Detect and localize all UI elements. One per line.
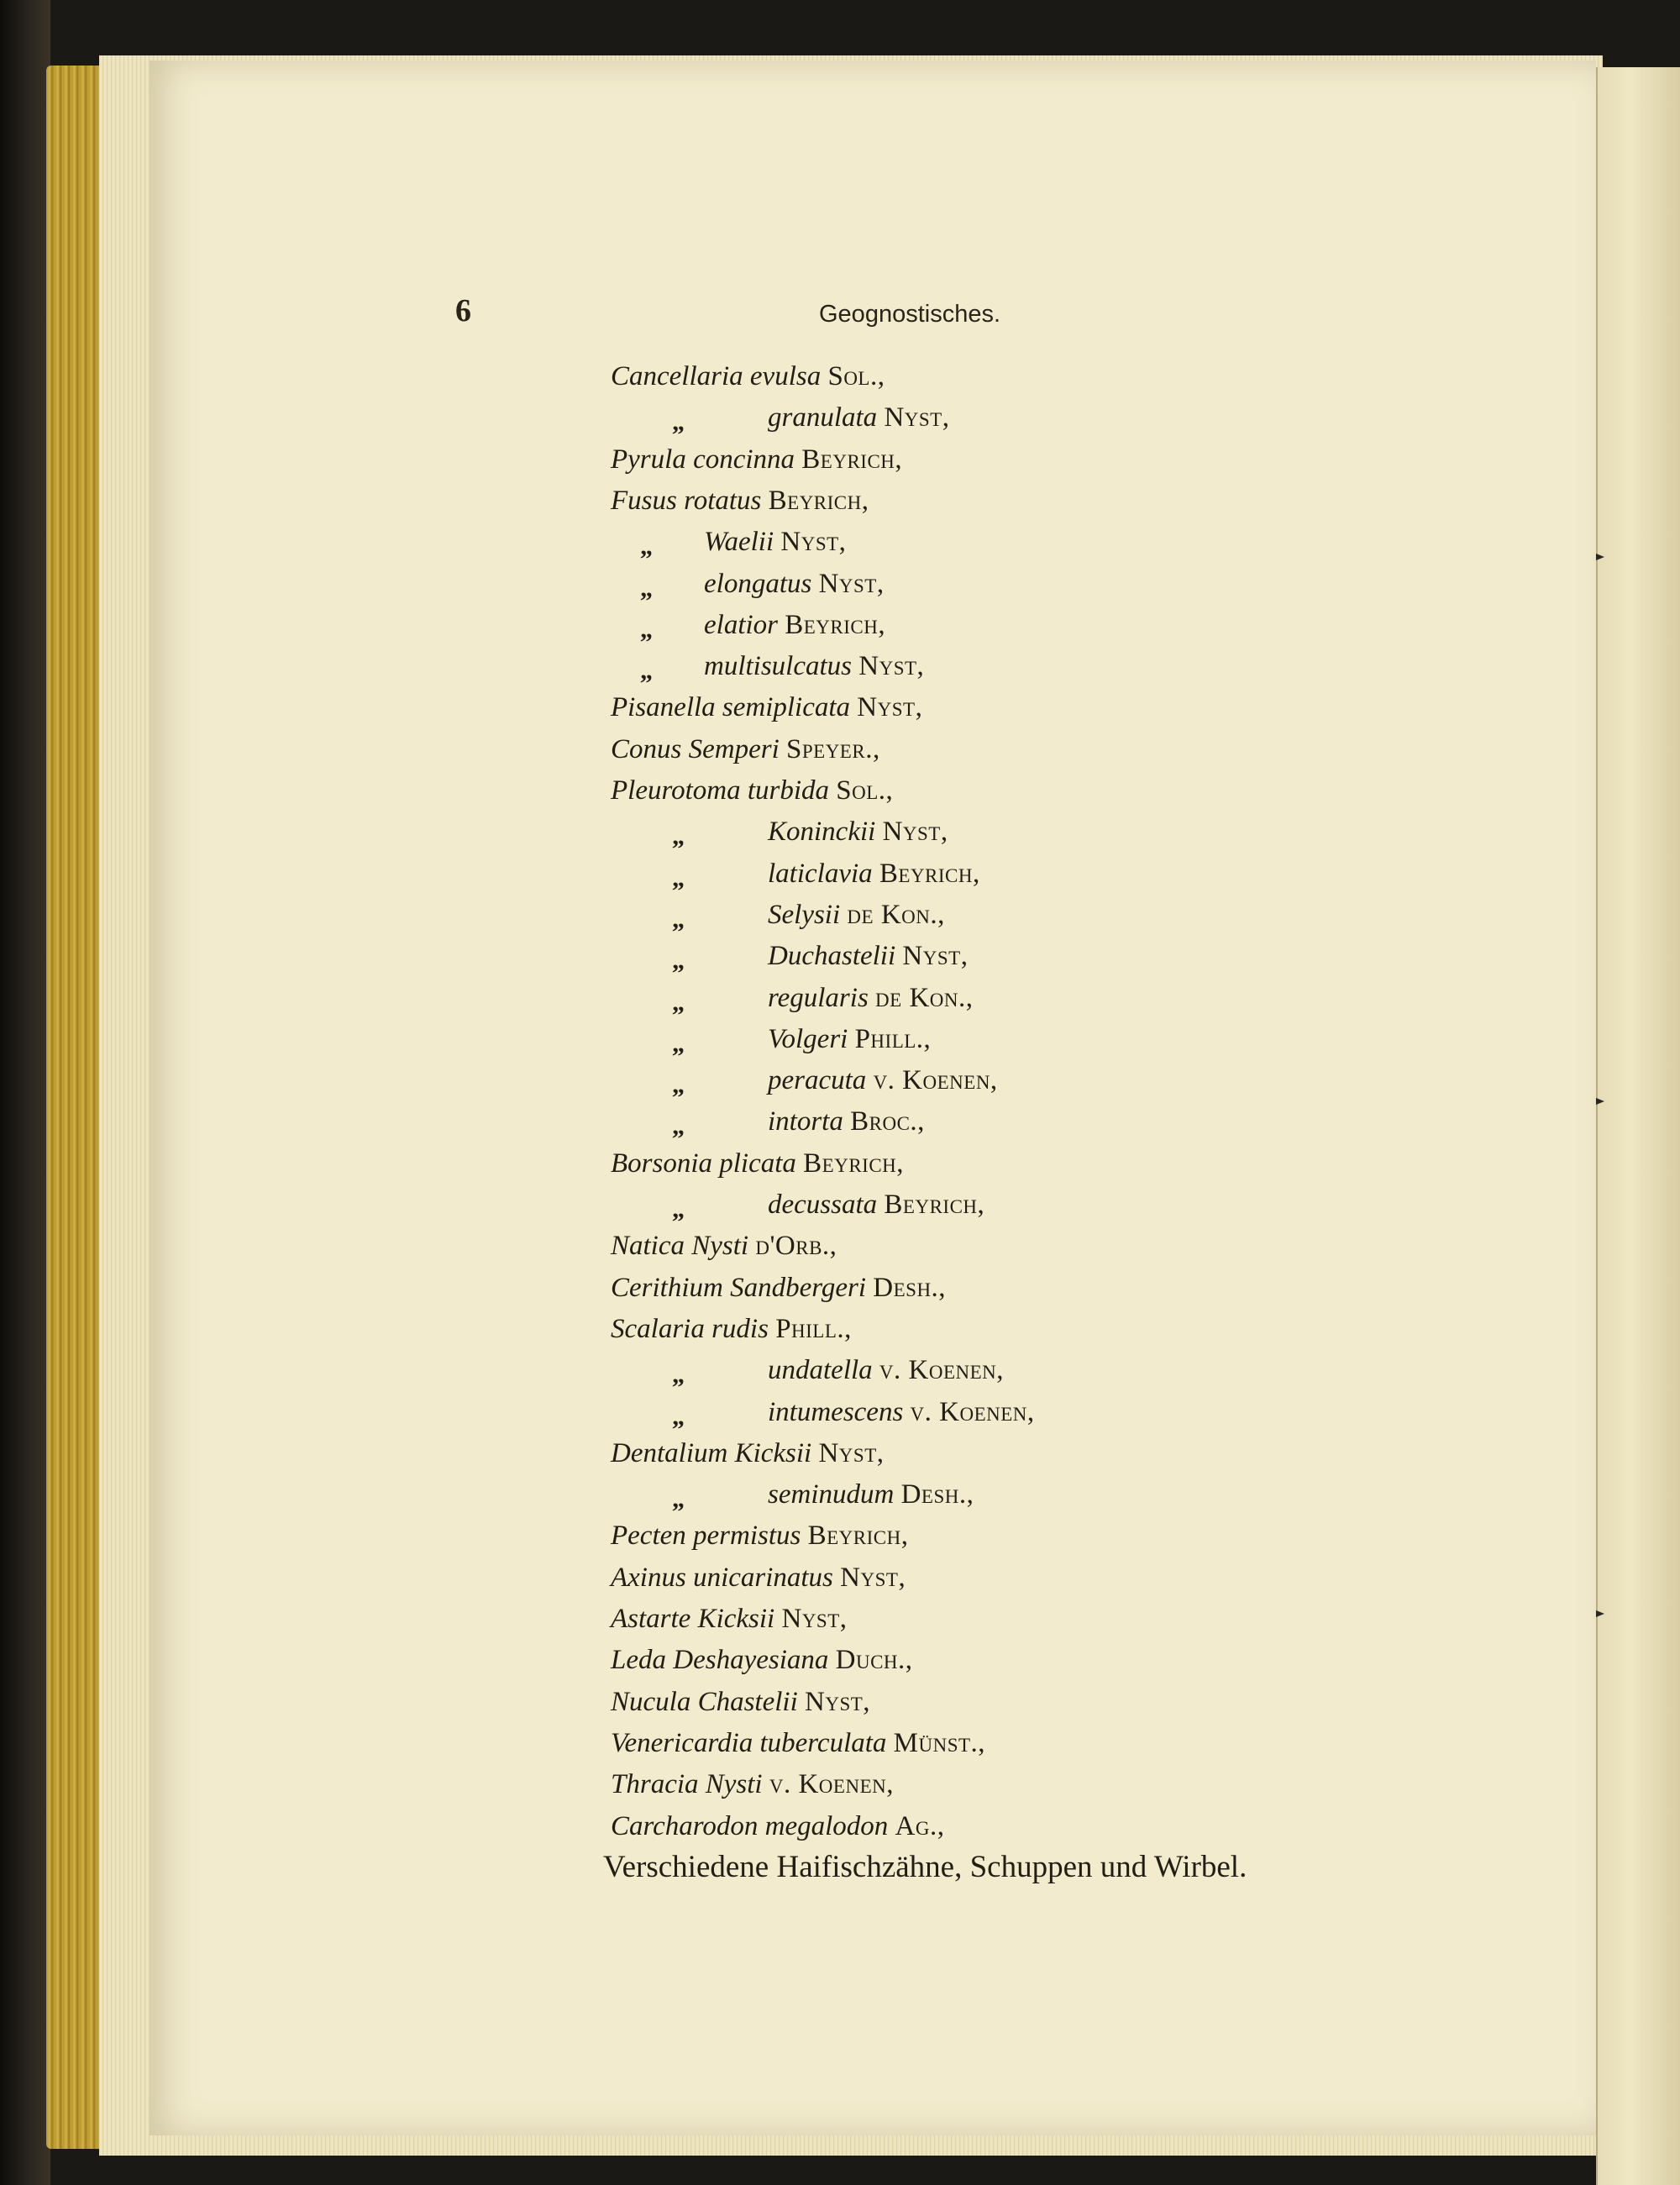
species-name: Pyrula concinna [611,444,795,475]
species-entry [672,1471,974,1518]
species-name: Koninckii [768,817,876,848]
species-name: Astarte Kicksii [611,1604,775,1634]
ditto-mark: „ [640,533,653,561]
species-entry [611,726,880,773]
species-entry [672,1098,925,1145]
species-entry [611,1803,945,1850]
species-name: intumescens [768,1396,904,1427]
species-author: Duch., [835,1645,913,1676]
ditto-mark: „ [640,657,653,685]
species-entry [672,1181,985,1228]
species-entry [672,891,945,938]
species-name: Selysii [768,899,841,930]
species-entry [640,560,885,607]
species-author: v. Koenen, [873,1065,998,1096]
ditto-mark: „ [672,1485,685,1514]
ditto-mark: „ [672,408,685,437]
species-author: Nyst, [882,817,948,848]
running-head: Geognostisches. [819,301,1001,328]
species-author: Sol., [836,775,894,806]
species-name: Axinus unicarinatus [611,1562,833,1593]
ditto-mark: „ [672,1112,685,1141]
species-name: Pleurotoma turbida [611,775,830,806]
species-name: Volgeri [768,1023,848,1054]
species-name: Pecten permistus [611,1521,801,1552]
species-entry [611,1222,837,1269]
species-entry [611,1595,848,1642]
species-name: elongatus [704,568,812,599]
species-author: v. Koenen, [879,1355,1005,1386]
ditto-mark: „ [640,574,653,602]
species-author: Beyrich, [884,1190,985,1220]
ditto-mark: „ [672,1029,685,1058]
species-name: Venericardia tuberculata [611,1727,887,1758]
species-author: Münst., [893,1727,986,1758]
page-number: 6 [455,293,471,328]
species-author: Ag., [895,1810,945,1841]
species-author: Nyst, [840,1562,906,1593]
ditto-mark: „ [672,1071,685,1100]
species-author: Nyst, [857,692,923,723]
species-entry [672,808,948,855]
species-entry [640,601,886,649]
species-name: multisulcatus [704,651,853,682]
species-author: de Kon., [847,899,945,930]
species-name: Scalaria rudis [611,1313,769,1344]
species-entry [611,1512,908,1559]
species-author: v. Koenen, [769,1769,894,1800]
species-author: Speyer., [786,733,880,764]
species-entry [672,974,974,1022]
species-author: Nyst, [884,402,950,433]
species-author: Nyst, [780,527,847,558]
species-entry [672,394,950,441]
species-name: seminudum [768,1479,895,1510]
species-entry [672,850,980,897]
species-entry [611,477,869,524]
species-entry [672,1347,1005,1394]
species-name: Carcharodon megalodon [611,1810,889,1841]
species-name: undatella [768,1355,873,1386]
species-name: granulata [768,402,878,433]
species-author: Beyrich, [785,609,886,640]
species-author: Broc., [850,1106,925,1137]
species-name: Pisanella semiplicata [611,692,851,723]
species-name: Duchastelii [768,941,896,972]
species-author: v. Koenen, [910,1396,1035,1427]
species-name: Dentalium Kicksii [611,1437,812,1468]
species-name: Thracia Nysti [611,1769,763,1800]
species-name: Nucula Chastelii [611,1686,798,1717]
species-entry [611,1636,913,1683]
species-entry [611,1305,852,1352]
species-name: laticlavia [768,858,873,889]
species-author: Beyrich, [879,858,980,889]
species-name: regularis [768,982,869,1013]
species-author: Beyrich, [801,444,903,475]
species-entry [611,1678,870,1725]
ditto-mark: „ [672,864,685,892]
species-entry [611,1140,904,1187]
species-entry [672,932,969,980]
species-author: d'Orb., [755,1231,837,1262]
species-author: Nyst, [858,651,925,682]
species-author: Phill., [775,1313,852,1344]
ditto-mark: „ [672,1402,685,1431]
species-entry [611,436,902,483]
species-author: Nyst, [818,1437,885,1468]
species-entry [672,1016,932,1063]
species-entry [672,1389,1035,1436]
species-name: peracuta [768,1065,867,1096]
species-name: Natica Nysti [611,1231,749,1262]
species-entry [611,1761,894,1808]
species-entry [611,767,893,814]
species-author: Nyst, [818,568,885,599]
species-name: Fusus rotatus [611,485,762,516]
ditto-mark: „ [672,905,685,933]
species-entry [640,518,847,565]
species-author: Nyst, [902,941,969,972]
species-name: decussata [768,1190,878,1220]
species-entry [611,1430,885,1477]
ditto-mark: „ [672,822,685,851]
species-entry [611,353,885,400]
species-author: de Kon., [875,982,974,1013]
ditto-mark: „ [672,1361,685,1389]
species-author: Beyrich, [803,1148,905,1179]
species-name: Borsonia plicata [611,1148,796,1179]
species-name: Waelii [704,527,774,558]
species-author: Beyrich, [807,1521,909,1552]
species-entry [672,1057,998,1104]
species-entry [611,1720,985,1767]
species-author: Desh., [873,1272,947,1303]
species-entry [611,1554,906,1601]
species-entry [611,684,922,731]
closing-line: Verschiedene Haifischzähne, Schuppen und Wirbel. [603,1849,1247,1884]
species-author: Phill., [854,1023,932,1054]
ditto-mark: „ [672,1195,685,1223]
species-author: Beyrich, [768,485,869,516]
ditto-mark: „ [672,988,685,1016]
species-author: Desh., [900,1479,974,1510]
species-name: elatior [704,609,778,640]
species-entry [611,1264,946,1311]
species-author: Nyst, [781,1604,848,1634]
ditto-mark: „ [640,615,653,643]
species-entry [640,643,925,690]
species-name: Cerithium Sandbergeri [611,1272,867,1303]
ditto-mark: „ [672,947,685,975]
species-name: Cancellaria evulsa [611,361,822,391]
species-name: intorta [768,1106,843,1137]
species-name: Leda Deshayesiana [611,1645,829,1676]
species-author: Nyst, [805,1686,871,1717]
species-author: Sol., [827,361,885,391]
species-name: Conus Semperi [611,733,780,764]
